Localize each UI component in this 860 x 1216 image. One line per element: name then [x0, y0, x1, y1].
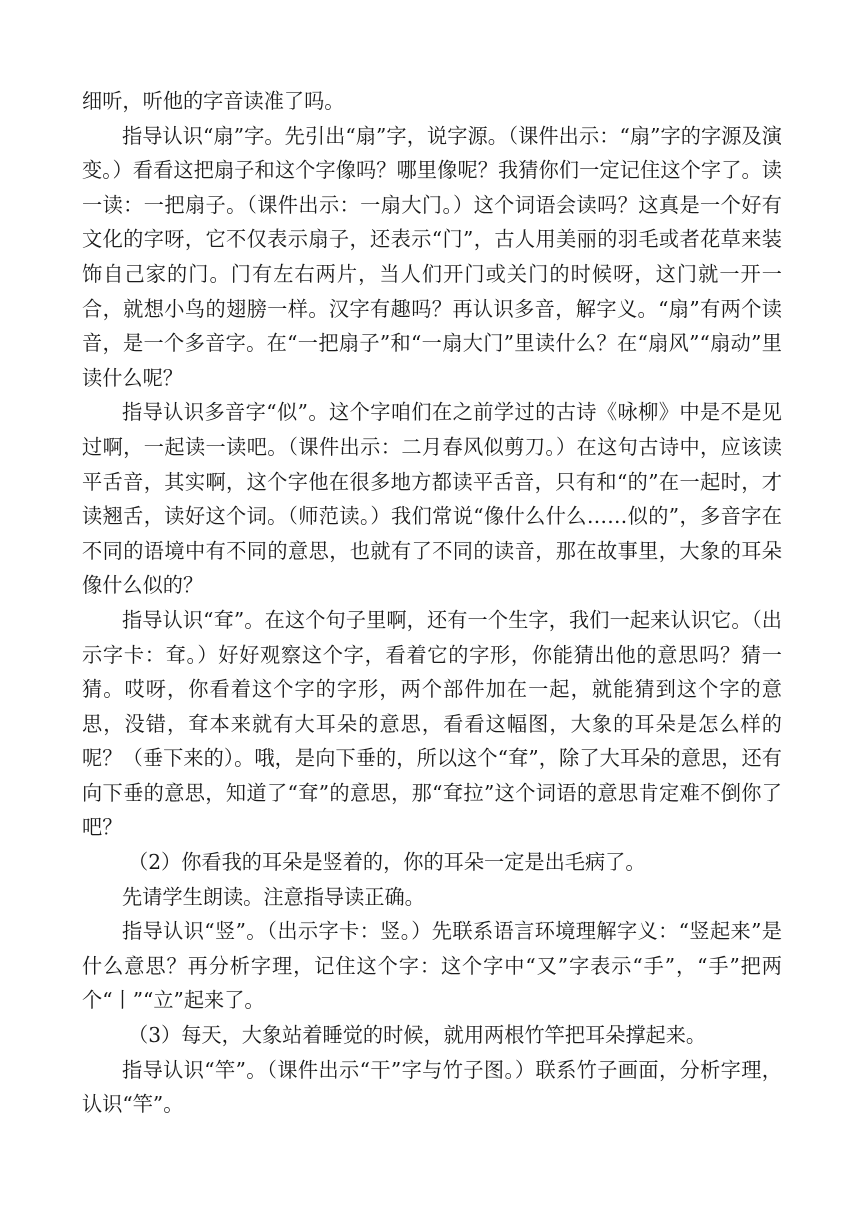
paragraph-item-3: （3）每天，大象站着睡觉的时候，就用两根竹竿把耳朵撑起来。	[128, 1023, 707, 1048]
paragraph-si-character: 指导认识多音字“似”。这个字咱们在之前学过的古诗《咏柳》中是不是见过啊，一起读一读吧。（课件出示：二月春风似剪刀。）在这句古诗中，应该读平舌音，其实啊，这个字他在很多地方都读平舌音，只有和“的”在一起时，才读翘舌，读好这个词。（师范读。）我们常说“像什么什么……似的”，多音字在不同的语境中有不同的意思，也就有了不同的读音，那在故事里，大象的耳朵像什么似的？	[82, 400, 782, 598]
document-body	[82, 84, 782, 1122]
paragraph-gan-character: 指导认识“竿”。（课件出示“干”字与竹子图。）联系竹子画面，分析字理，认识“竿”。	[82, 1057, 782, 1117]
paragraph-shu-character: 指导认识“竖”。（出示字卡：竖。）先联系语言环境理解字义：“竖起来”是什么意思？再分析字理，记住这个字：这个字中“又”字表示“手”，“手”把两个“丨”“立”起来了。	[82, 919, 782, 1013]
paragraph-continuation: 细听，听他的字音读准了吗。	[82, 89, 345, 113]
paragraph-shan-character: 指导认识“扇”字。先引出“扇”字，说字源。（课件出示：“扇”字的字源及演变。）看看这把扇子和这个字像吗？哪里像呢？我猜你们一定记住这个字了。读一读：一把扇子。（课件出示：一扇大门。）这个词语会读吗？这真是一个好有文化的字呀，它不仅表示扇子，还表示“门”，古人用美丽的羽毛或者花草来装饰自己家的门。门有左右两片，当人们开门或关门的时候呀，这门就一开一合，就想小鸟的翅膀一样。汉字有趣吗？再认识多音，解字义。“扇”有两个读音，是一个多音字。在“一把扇子”和“一扇大门”里读什么？在“扇风”“扇动”里读什么呢？	[82, 123, 782, 390]
paragraph-read-aloud: 先请学生朗读。注意指导读正确。	[122, 884, 425, 909]
paragraph-da-character: 指导认识“耷”。在这个句子里啊，还有一个生字，我们一起来认识它。（出示字卡：耷。）好好观察这个字，看着它的字形，你能猜出他的意思吗？猜一猜。哎呀，你看着这个字的字形，两个部件加在一起，就能猜到这个字的意思，没错，耷本来就有大耳朵的意思，看看这幅图，大象的耳朵是怎么样的呢？（垂下来的）。哦，是向下垂的，所以这个“耷”，除了大耳朵的意思，还有向下垂的意思，知道了“耷”的意思，那“耷拉”这个词语的意思肯定难不倒你了吧？	[82, 607, 782, 840]
paragraph-item-2: （2）你看我的耳朵是竖着的，你的耳朵一定是出毛病了。	[128, 850, 646, 875]
